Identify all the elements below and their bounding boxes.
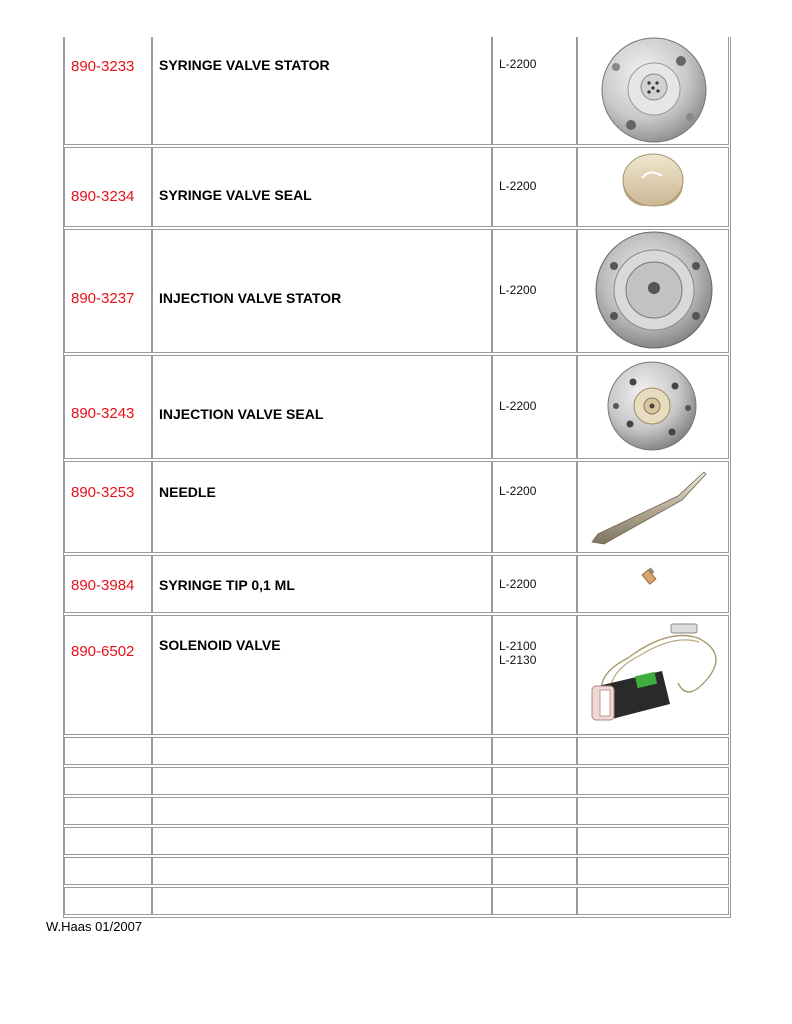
empty-cell [64,797,152,825]
part-number-cell [64,615,152,735]
part-number-cell [64,37,152,145]
model-cell [492,229,577,353]
empty-cell [577,767,729,795]
description-cell [152,615,492,735]
empty-cell [492,767,577,795]
empty-cell [152,887,492,915]
empty-cell [152,857,492,885]
empty-cell [492,857,577,885]
part-description: NEEDLE [159,484,216,500]
description-cell [152,555,492,613]
part-number: 890-3253 [71,484,135,501]
model-cell [492,615,577,735]
needle-image [578,462,728,552]
part-number-cell [64,555,152,613]
model-label: L-2100 [499,639,537,653]
solenoid-valve-image [578,616,728,734]
description-cell [152,355,492,459]
description-cell [152,37,492,145]
image-cell [577,229,729,353]
image-cell [577,37,729,145]
model-cell [492,555,577,613]
empty-cell [492,887,577,915]
injection-valve-seal-image [578,356,728,458]
parts-table [63,37,731,918]
image-cell [577,461,729,553]
part-description: INJECTION VALVE SEAL [159,406,324,422]
description-cell [152,229,492,353]
description-cell [152,147,492,227]
syringe-valve-stator-image [578,37,728,143]
part-description: SYRINGE TIP 0,1 ML [159,577,295,593]
part-number-cell [64,229,152,353]
injection-valve-stator-image [578,230,728,352]
syringe-tip-image [578,556,728,612]
part-number: 890-3243 [71,405,135,422]
part-number: 890-3234 [71,188,135,205]
model-label: L-2200 [499,57,537,71]
part-number: 890-3237 [71,290,135,307]
image-cell [577,555,729,613]
model-label: L-2200 [499,577,537,591]
part-description: SOLENOID VALVE [159,637,281,653]
model-label: L-2200 [499,283,537,297]
image-cell [577,147,729,227]
empty-cell [152,827,492,855]
image-cell [577,615,729,735]
empty-cell [577,827,729,855]
model-cell [492,147,577,227]
part-number: 890-3984 [71,577,135,594]
model-label: L-2130 [499,653,537,667]
empty-cell [64,767,152,795]
part-number-cell [64,147,152,227]
empty-cell [152,797,492,825]
empty-cell [152,767,492,795]
part-description: SYRINGE VALVE STATOR [159,57,330,73]
part-number: 890-6502 [71,643,135,660]
part-description: INJECTION VALVE STATOR [159,290,342,306]
empty-cell [64,857,152,885]
model-cell [492,461,577,553]
empty-cell [64,737,152,765]
model-label: L-2200 [499,399,537,413]
part-description: SYRINGE VALVE SEAL [159,187,312,203]
model-cell [492,355,577,459]
empty-cell [577,797,729,825]
empty-cell [492,827,577,855]
empty-cell [64,827,152,855]
empty-cell [492,737,577,765]
image-cell [577,355,729,459]
part-number: 890-3233 [71,58,135,75]
model-label: L-2200 [499,179,537,193]
part-number-cell [64,355,152,459]
empty-cell [577,887,729,915]
empty-cell [152,737,492,765]
empty-cell [577,737,729,765]
model-cell [492,37,577,145]
description-cell [152,461,492,553]
empty-cell [577,857,729,885]
empty-cell [64,887,152,915]
model-label: L-2200 [499,484,537,498]
footer-author-date: W.Haas 01/2007 [46,919,143,934]
part-number-cell [64,461,152,553]
syringe-valve-seal-image [578,148,728,226]
empty-cell [492,797,577,825]
